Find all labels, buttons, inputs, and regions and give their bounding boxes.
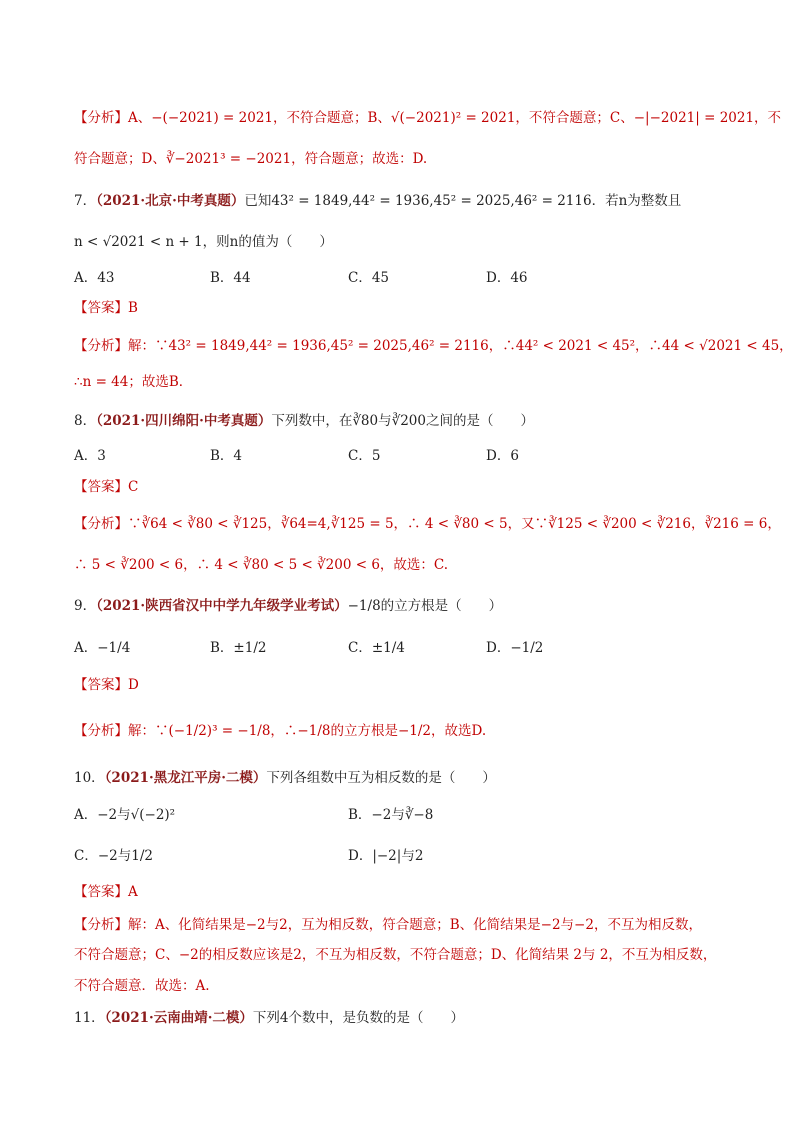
analysis-label: 【分析】 [74, 110, 128, 126]
q7-option-a: A．43 [74, 270, 115, 286]
q9-answer-line [74, 675, 734, 695]
q10-option-d: D．|−2|与2 [348, 848, 424, 864]
question-10-number: 10． [74, 770, 105, 786]
q10-option-b: B．−2与∛−8 [348, 807, 434, 823]
q9-analysis-text: 解：∵(−1/2)³ = −1/8，∴−1/8的立方根是−1/2，故选D. [128, 723, 487, 739]
q9-option-a: A．−1/4 [74, 640, 131, 656]
analysis-label: 【分析】 [74, 338, 128, 354]
question-9-text: −1/8的立方根是（ ） [347, 598, 503, 614]
q10-analysis-text: 解：A、化简结果是−2与2，互为相反数，符合题意；B、化简结果是−2与−2，不互为相反数， [128, 917, 702, 933]
question-11-text: 下列4个数中，是负数的是（ ） [252, 1010, 465, 1026]
prev-analysis-line-1 [74, 108, 782, 128]
q8-option-b: B．4 [210, 448, 243, 464]
analysis-label: 【分析】 [74, 516, 128, 532]
answer-label: 【答案】 [74, 300, 128, 316]
question-8-stem [74, 411, 734, 431]
q8-analysis-line-1 [74, 514, 781, 534]
question-8-number: 8． [74, 413, 97, 429]
q9-option-c: C．±1/4 [348, 640, 405, 656]
q10-option-a: A．−2与√(−2)² [74, 807, 176, 823]
prev-analysis-line-2: 符合题意；D、∛−2021³ = −2021，符合题意；故选：D. [74, 151, 428, 167]
q10-answer: A [128, 884, 138, 900]
answer-label: 【答案】 [74, 479, 128, 495]
analysis-label: 【分析】 [74, 917, 128, 933]
q7-answer-line [74, 298, 734, 318]
prev-analysis-c: C、−|−2021| = 2021，不 [609, 110, 782, 126]
q8-option-d: D．6 [486, 448, 519, 464]
q8-answer-line [74, 477, 734, 497]
analysis-label: 【分析】 [74, 723, 128, 739]
question-7-text: 已知43² = 1849,44² = 1936,45² = 2025,46² = 2116．若n为整数且 [244, 193, 682, 209]
question-7-number: 7． [74, 193, 97, 209]
question-9-source: （2021·陕西省汉中中学九年级学业考试） [96, 598, 348, 614]
q7-analysis-text: 解：∵43² = 1849,44² = 1936,45² = 2025,46² = 2116，∴44² < 2021 < 45²，∴44 < √2021 < 45， [128, 338, 793, 354]
answer-label: 【答案】 [74, 884, 128, 900]
q9-answer: D [128, 677, 139, 693]
question-9-number: 9． [74, 598, 97, 614]
prev-analysis-a: A、−(−2021) = 2021，不符合题意； [128, 110, 368, 126]
q8-analysis-text: ∵∛64 < ∛80 < ∛125，∛64=4,∛125 = 5，∴ 4 < ∛80 < 5，又∵∛125 < ∛200 < ∛216，∛216 = 6， [128, 516, 781, 532]
question-11-stem [74, 1008, 734, 1028]
question-7-stem [74, 191, 734, 211]
q8-option-a: A．3 [74, 448, 106, 464]
q8-option-c: C．5 [348, 448, 381, 464]
question-8-source: （2021·四川绵阳·中考真题） [96, 413, 272, 429]
q7-analysis-line-2: ∴n = 44；故选B． [74, 374, 193, 390]
q9-analysis-line [74, 721, 734, 741]
q7-option-b: B．44 [210, 270, 251, 286]
question-9-stem [74, 596, 734, 616]
q8-answer: C [128, 479, 139, 495]
q7-option-c: C．45 [348, 270, 390, 286]
q10-option-c: C．−2与1/2 [74, 848, 153, 864]
question-10-stem [74, 768, 734, 788]
q7-answer: B [128, 300, 138, 316]
q10-analysis-line-1 [74, 915, 734, 935]
question-10-text: 下列各组数中互为相反数的是（ ） [266, 770, 496, 786]
q10-answer-line [74, 882, 734, 902]
q10-analysis-line-2: 不符合题意；C、−2的相反数应该是2，不互为相反数，不符合题意；D、化简结果 2与 2，不互为相反数， [74, 947, 717, 963]
question-8-text: 下列数中，在∛80与∛200之间的是（ ） [271, 413, 534, 429]
q7-analysis-line-1 [74, 336, 793, 356]
answer-label: 【答案】 [74, 677, 128, 693]
prev-analysis-b: B、√(−2021)² = 2021，不符合题意； [367, 110, 610, 126]
question-7-source: （2021·北京·中考真题） [96, 193, 245, 209]
q9-option-b: B．±1/2 [210, 640, 267, 656]
q9-option-d: D．−1/2 [486, 640, 544, 656]
q7-option-d: D．46 [486, 270, 528, 286]
q8-analysis-line-2: ∴ 5 < ∛200 < 6，∴ 4 < ∛80 < 5 < ∛200 < 6，故选：C. [74, 557, 449, 573]
question-7-stem-line-2: n < √2021 < n + 1，则n的值为（ ） [74, 234, 333, 250]
q10-analysis-line-3: 不符合题意．故选：A. [74, 978, 210, 994]
question-10-source: （2021·黑龙江平房·二模） [104, 770, 267, 786]
question-11-source: （2021·云南曲靖·二模） [104, 1010, 253, 1026]
question-11-number: 11． [74, 1010, 105, 1026]
